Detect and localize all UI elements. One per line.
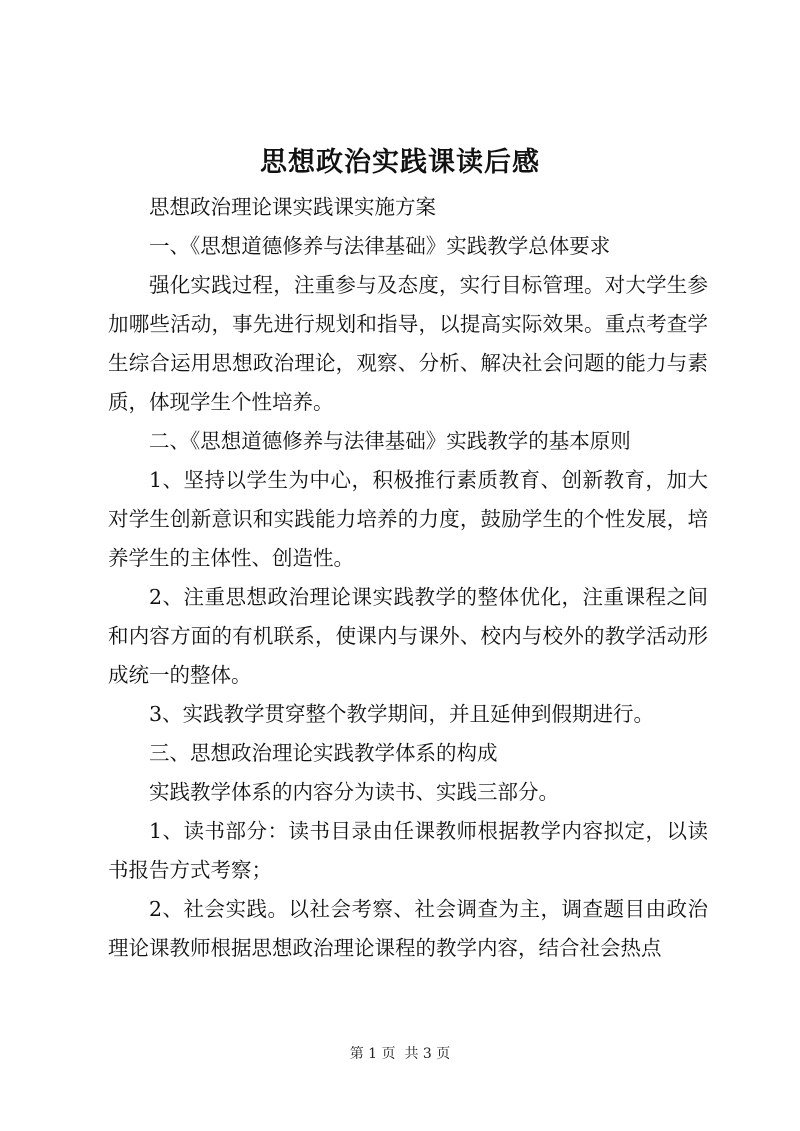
paragraph-heading-3: 三、思想政治理论实践教学体系的构成 [149,741,498,765]
paragraph-heading-1: 一、《思想道德修养与法律基础》实践教学总体要求 [149,234,611,258]
paragraph-reading-part: 1、读书部分：读书目录由任课教师根据教学内容拟定，以读书报告方式考察； [108,819,708,882]
paragraph-principle-1: 1、坚持以学生为中心，积极推行素质教育、创新教育，加大对学生创新意识和实践能力培养的力度，鼓励学生的个性发展，培养学生的主体性、创造性。 [108,468,708,570]
paragraph-principle-3: 3、实践教学贯穿整个教学期间，并且延伸到假期进行。 [149,702,655,726]
paragraph-plan-title: 思想政治理论课实践课实施方案 [149,195,436,219]
page-footer [0,1043,800,1063]
document-body [108,188,708,968]
document-title: 思想政治实践课读后感 [260,147,540,178]
paragraph-principle-2: 2、注重思想政治理论课实践教学的整体优化，注重课程之间和内容方面的有机联系，使课内与课外、校内与校外的教学活动形成统一的整体。 [108,585,708,687]
page-number: 第 1 页 共 3 页 [349,1046,451,1062]
paragraph-heading-2: 二、《思想道德修养与法律基础》实践教学的基本原则 [149,429,631,453]
paragraph-requirements: 强化实践过程，注重参与及态度，实行目标管理。对大学生参加哪些活动，事先进行规划和指导，以提高实际效果。重点考查学生综合运用思想政治理论，观察、分析、解决社会问题的能力与素质，体现学生个性培养。 [108,273,708,414]
paragraph-system-intro: 实践教学体系的内容分为读书、实践三部分。 [149,780,559,804]
paragraph-social-practice: 2、社会实践。以社会考察、社会调查为主，调查题目由政治理论课教师根据思想政治理论课程的教学内容，结合社会热点 [108,897,708,960]
